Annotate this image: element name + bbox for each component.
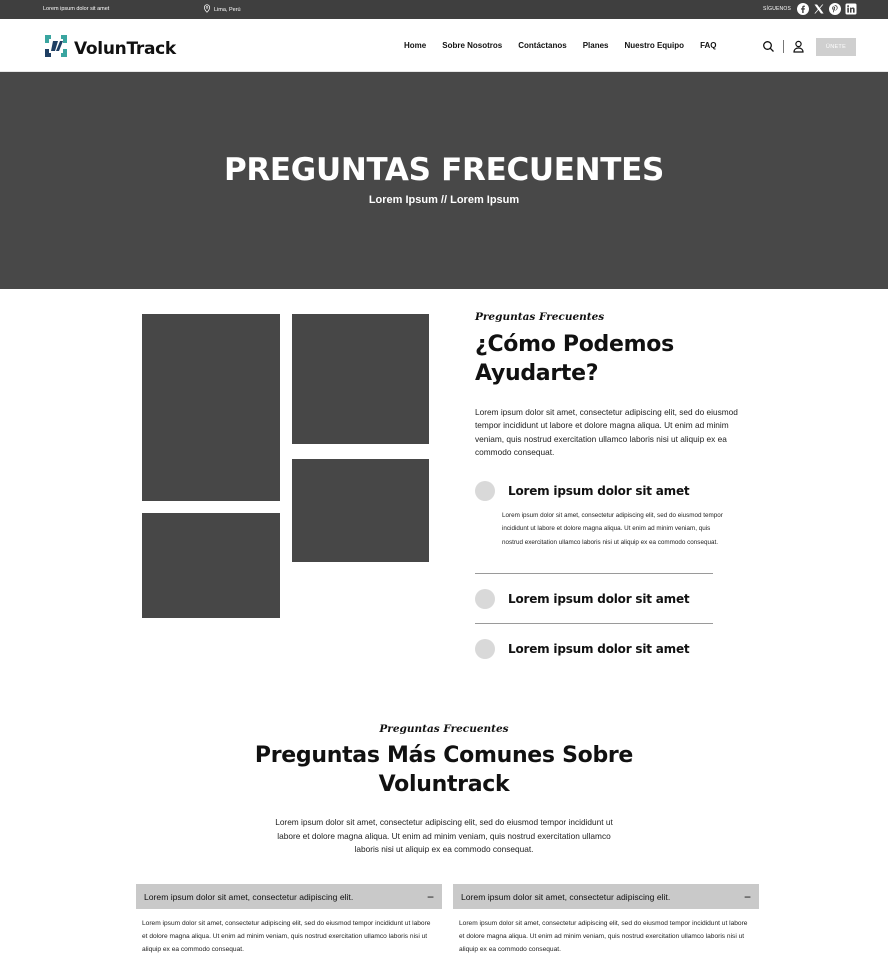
accordion-item-2 <box>475 589 715 609</box>
accordion-item-3 <box>475 639 715 659</box>
accordion-divider <box>475 573 713 574</box>
accordion-divider <box>475 623 713 624</box>
accordion-bullet-icon <box>475 639 495 659</box>
accordion-body: Lorem ipsum dolor sit amet, consectetur adipiscing elit, sed do eiusmod tempor incididunt ut labore et dolore magna aliqua. Ut enim ad minim veniam, quis nostrud exercitation ullamco laboris nisi ut aliquip ex ea commodo consequat. <box>502 512 723 546</box>
pinterest-icon[interactable] <box>829 3 841 15</box>
nav-item-nuestro-equipo[interactable]: Nuestro Equipo <box>624 41 685 50</box>
logo[interactable] <box>43 33 176 64</box>
faq-card-1 <box>136 884 442 957</box>
social-links <box>763 3 857 15</box>
logo-mark-icon <box>43 33 69 64</box>
faq-question: Lorem ipsum dolor sit amet, consectetur adipiscing elit. <box>144 891 354 902</box>
faq-answer: Lorem ipsum dolor sit amet, consectetur adipiscing elit, sed do eiusmod tempor incididunt ut labore et dolore magna aliqua. Ut enim ad minim veniam, quis nostrud exercitation ullamco laboris nisi ut aliquip ex ea commodo consequat. <box>459 920 748 954</box>
faq-answer: Lorem ipsum dolor sit amet, consectetur adipiscing elit, sed do eiusmod tempor incididunt ut labore et dolore magna aliqua. Ut enim ad minim veniam, quis nostrud exercitation ullamco laboris nisi ut aliquip ex ea commodo consequat. <box>142 920 431 954</box>
faq-question-header[interactable] <box>136 884 442 909</box>
help-description: Lorem ipsum dolor sit amet, consectetur adipiscing elit, sed do eiusmod tempor incididunt ut labore et dolore magna aliqua. Ut enim ad minim veniam, quis nostrud exercitation ullamco laboris nisi ut aliquip ex ea commodo consequat. <box>475 407 738 458</box>
location <box>203 4 241 15</box>
follow-label: SÍGUENOS <box>763 6 791 12</box>
accordion-header[interactable] <box>475 639 715 659</box>
breadcrumb: Lorem Ipsum // Lorem Ipsum <box>368 194 520 206</box>
accordion-bullet-icon <box>475 481 495 501</box>
accordion-header[interactable] <box>475 589 715 609</box>
join-button[interactable]: ÚNETE <box>816 38 856 56</box>
nav-item-home[interactable]: Home <box>404 41 427 50</box>
faq-question-header[interactable] <box>453 884 759 909</box>
top-bar <box>0 0 888 19</box>
accordion-item-1 <box>475 481 723 549</box>
search-icon[interactable] <box>762 40 775 53</box>
accordion-title: Lorem ipsum dolor sit amet <box>508 642 690 656</box>
nav-item-sobre-nosotros[interactable]: Sobre Nosotros <box>442 41 503 50</box>
facebook-icon[interactable] <box>797 3 809 15</box>
page-title: PREGUNTAS FRECUENTES <box>223 152 665 188</box>
top-bar-tagline: Lorem ipsum dolor sit amet <box>43 6 110 12</box>
location-pin-icon <box>203 4 211 15</box>
nav-divider <box>783 40 784 53</box>
accordion-title: Lorem ipsum dolor sit amet <box>508 484 690 498</box>
accordion-title: Lorem ipsum dolor sit amet <box>508 592 690 606</box>
faq-card-2 <box>453 884 759 957</box>
common-title: Preguntas Más Comunes Sobre Voluntrack <box>254 743 634 797</box>
nav-item-faq[interactable]: FAQ <box>700 41 717 50</box>
common-kicker: Preguntas Frecuentes <box>379 723 509 735</box>
location-label: Lima, Perú <box>214 6 241 13</box>
help-title: ¿Cómo Podemos Ayudarte? <box>475 332 674 386</box>
nav-item-contactanos[interactable]: Contáctanos <box>518 41 567 50</box>
collapse-minus-icon[interactable]: − <box>426 889 434 904</box>
help-kicker: Preguntas Frecuentes <box>475 311 605 323</box>
gallery-image-2 <box>292 314 429 444</box>
nav-menu <box>404 41 733 50</box>
main-nav <box>0 19 888 72</box>
accordion-bullet-icon <box>475 589 495 609</box>
x-icon[interactable] <box>813 3 825 15</box>
common-description: Lorem ipsum dolor sit amet, consectetur adipiscing elit, sed do eiusmod tempor incididunt ut labore et dolore magna aliqua. Ut enim ad minim veniam, quis nostrud exercitation ullamco laboris nisi ut aliquip ex ea commodo consequat. <box>275 817 613 855</box>
hero-banner <box>0 72 888 289</box>
nav-actions <box>762 40 805 53</box>
nav-item-planes[interactable]: Planes <box>582 41 609 50</box>
gallery-image-4 <box>142 513 280 618</box>
user-icon[interactable] <box>792 40 805 53</box>
gallery-image-1 <box>142 314 280 501</box>
gallery-image-3 <box>292 459 429 562</box>
faq-question: Lorem ipsum dolor sit amet, consectetur adipiscing elit. <box>461 891 671 902</box>
brand-name: VolunTrack <box>74 38 176 59</box>
accordion-header[interactable] <box>475 481 715 501</box>
linkedin-icon[interactable] <box>845 3 857 15</box>
collapse-minus-icon[interactable]: − <box>743 889 751 904</box>
